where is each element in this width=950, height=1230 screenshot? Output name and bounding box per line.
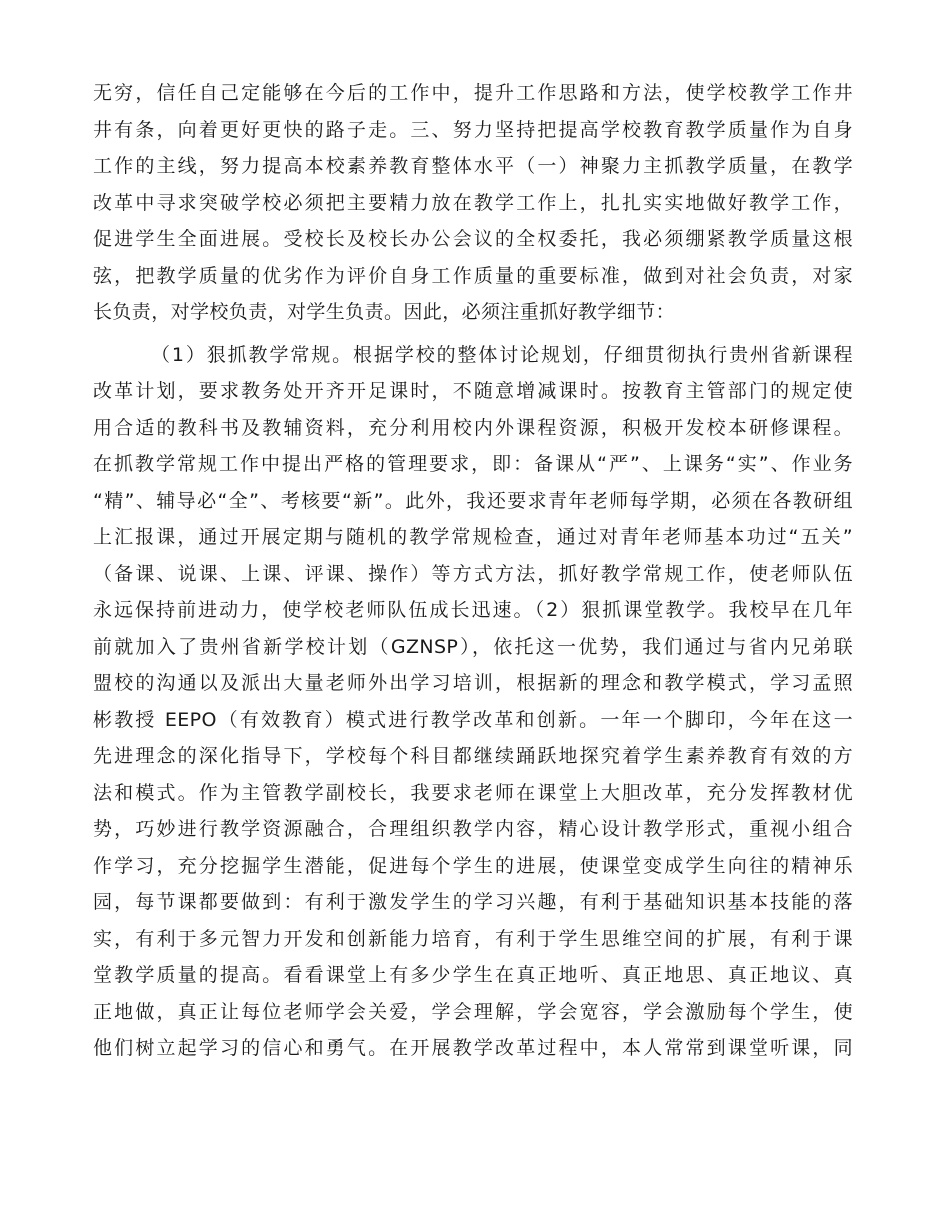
text-line: 弦，把教学质量的优劣作为评价自身工作质量的重要标准，做到对社会负责，对家 bbox=[93, 264, 853, 287]
paragraph-2 bbox=[93, 337, 853, 1067]
text-line: （备课、说课、上课、评课、操作）等方式方法，抓好教学常规工作，使老师队伍 bbox=[93, 562, 853, 585]
text-line: 无穷，信任自己定能够在今后的工作中，提升工作思路和方法，使学校教学工作井 bbox=[93, 82, 853, 104]
text-line: 在抓教学常规工作中提出严格的管理要求，即：备课从“严”、上课务“实”、作业务 bbox=[93, 453, 853, 475]
text-line: 堂教学质量的提高。看看课堂上有多少学生在真正地听、真正地思、真正地议、真 bbox=[93, 964, 853, 986]
text-line: 盟校的沟通以及派出大量老师外出学习培训，根据新的理念和教学模式，学习孟照 bbox=[93, 672, 853, 694]
text-line: “精”、辅导必“全”、考核要“新”。此外，我还要求青年老师每学期，必须在各教研组 bbox=[93, 489, 853, 512]
text-line: 法和模式。作为主管教学副校长，我要求老师在课堂上大胆改革，充分发挥教材优 bbox=[93, 781, 853, 804]
text-line: 改革中寻求突破学校必须把主要精力放在教学工作上，扎扎实实地做好教学工作， bbox=[93, 191, 853, 214]
text-line: 先进理念的深化指导下，学校每个科目都继续踊跃地探究着学生素养教育有效的方 bbox=[93, 745, 853, 767]
text-line: 作学习，充分挖掘学生潜能，促进每个学生的进展，使课堂变成学生向往的精神乐 bbox=[93, 854, 853, 877]
text-line: 前就加入了贵州省新学校计划（GZNSP），依托这一优势，我们通过与省内兄弟联 bbox=[93, 635, 853, 658]
text-line: 促进学生全面进展。受校长及校长办公会议的全权委托，我必须绷紧教学质量这根 bbox=[93, 228, 853, 250]
text-line-last: 长负责，对学校负责，对学生负责。因此，必须注重抓好教学细节： bbox=[93, 301, 676, 323]
text-line: 园，每节课都要做到：有利于激发学生的学习兴趣，有利于基础知识基本技能的落 bbox=[93, 891, 853, 913]
text-line: 井有条，向着更好更快的路子走。三、努力坚持把提高学校教育教学质量作为自身 bbox=[93, 118, 853, 141]
text-line: 永远保持前进动力，使学校老师队伍成长迅速。（2）狠抓课堂教学。我校早在几年 bbox=[93, 599, 853, 621]
text-line: 彬教授 EEPO（有效教育）模式进行教学改革和创新。一年一个脚印，今年在这一 bbox=[93, 708, 853, 731]
document-page bbox=[93, 75, 853, 1067]
paragraph-1 bbox=[93, 75, 853, 331]
text-line: 用合适的教科书及教辅资料，充分利用校内外课程资源，积极开发校本研修课程。 bbox=[93, 416, 853, 439]
text-line: 工作的主线，努力提高本校素养教育整体水平（一）神聚力主抓教学质量，在教学 bbox=[93, 155, 853, 177]
text-line: 上汇报课，通过开展定期与随机的教学常规检查，通过对青年老师基本功过“五关” bbox=[93, 526, 853, 548]
text-line: 改革计划，要求教务处开齐开足课时，不随意增减课时。按教育主管部门的规定使 bbox=[93, 380, 853, 402]
text-line-first-indented: （1）狠抓教学常规。根据学校的整体讨论规划，仔细贯彻执行贵州省新课程 bbox=[151, 343, 853, 366]
text-line: 实，有利于多元智力开发和创新能力培育，有利于学生思维空间的扩展，有利于课 bbox=[93, 927, 853, 950]
text-line: 势，巧妙进行教学资源融合，合理组织教学内容，精心设计教学形式，重视小组合 bbox=[93, 818, 853, 840]
text-line: 他们树立起学习的信心和勇气。在开展教学改革过程中，本人常常到课堂听课，同 bbox=[93, 1037, 853, 1059]
text-line: 正地做，真正让每位老师学会关爱，学会理解，学会宽容，学会激励每个学生，使 bbox=[93, 1000, 853, 1023]
